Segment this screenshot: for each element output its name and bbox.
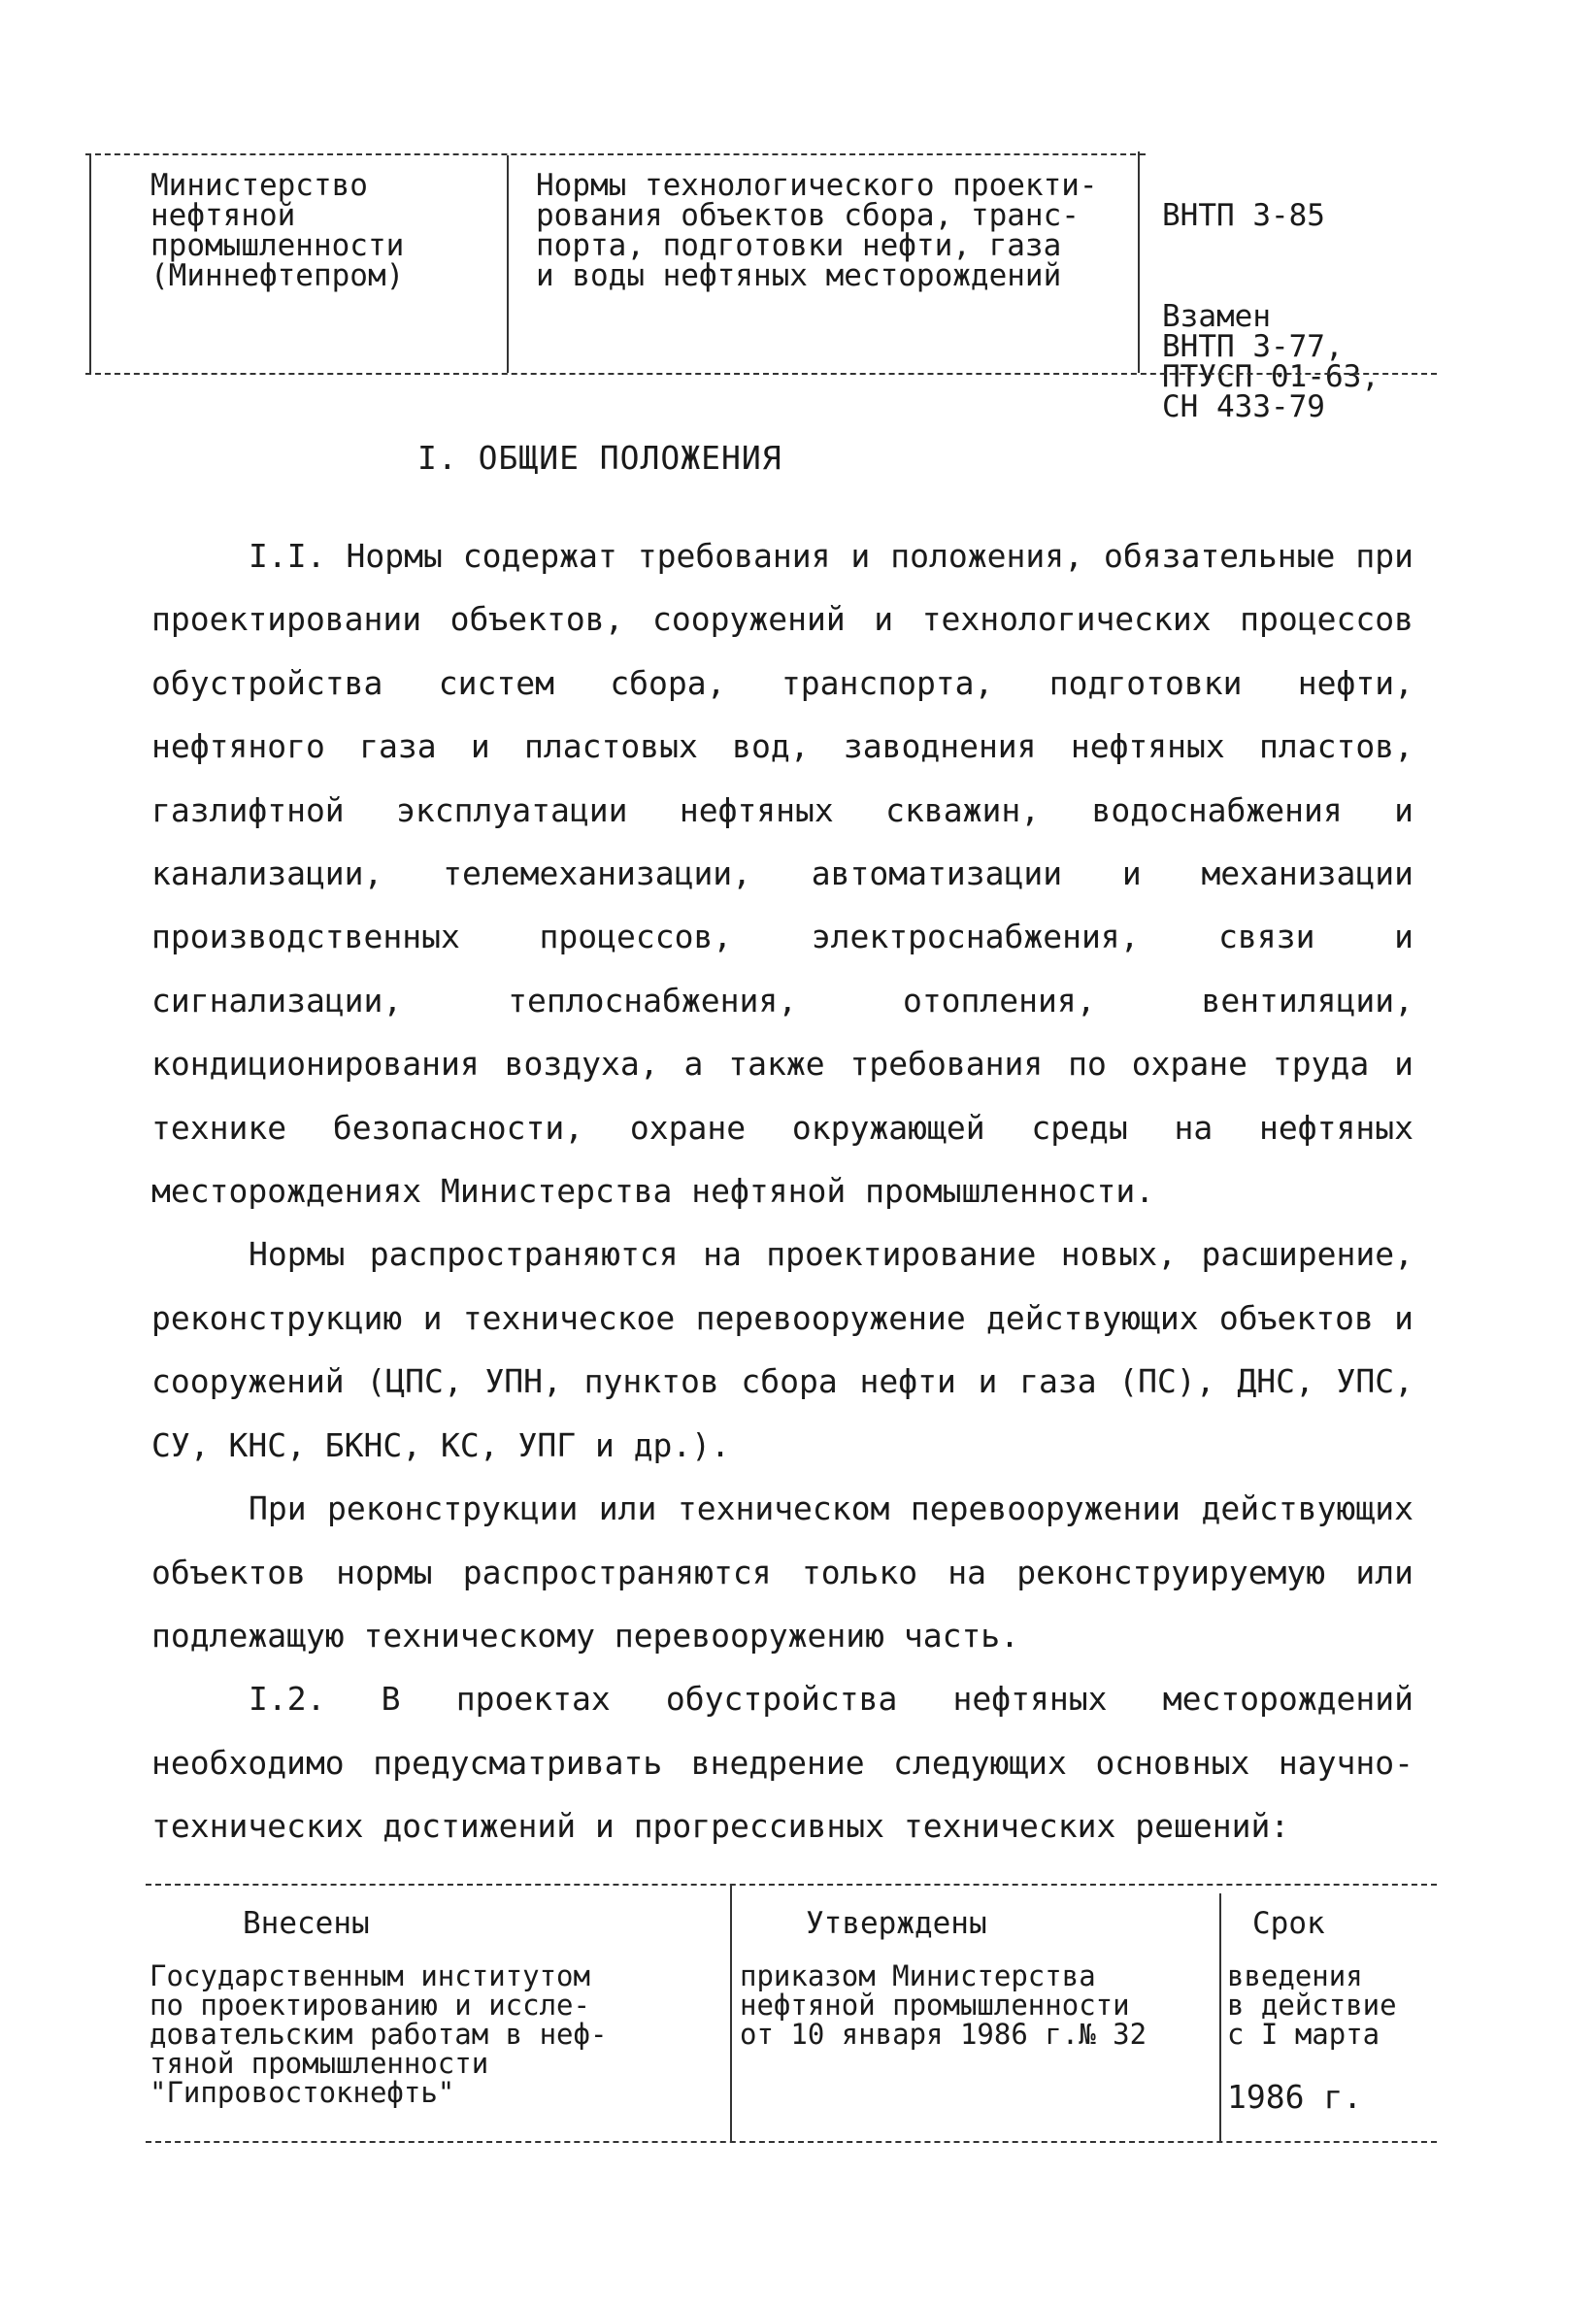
footer-effective-year: 1986 г.: [1227, 2078, 1363, 2116]
body-text: [151, 524, 1413, 1858]
footer-top-rule: [146, 1884, 1437, 1886]
norms-title: Нормы технологического проекти- рования объектов сбора, транс- порта, подготовки нефти, газа и воды нефтяных месторождений: [536, 168, 1098, 293]
paragraph-1-2: I.2. В проектах обустройства нефтяных месторождений необходимо предусматривать внедрение следующих основных научно-технических достижений и прогрессивных технических решений:: [151, 1680, 1413, 1846]
norms-code: ВНТП 3-85: [1162, 198, 1325, 233]
footer-term-heading: Срок: [1252, 1906, 1325, 1941]
footer-bottom-rule: [146, 2141, 1437, 2143]
header-bottom-rule: [85, 373, 1437, 375]
header-left-border: [89, 153, 91, 373]
header-divider-1: [507, 155, 509, 373]
section-title: I. ОБЩИЕ ПОЛОЖЕНИЯ: [417, 439, 782, 477]
replaces-list: Взамен ВНТП 3-77, ПТУСП 01-63, СН 433-79: [1162, 299, 1380, 424]
footer-submitted-heading: Внесены: [243, 1906, 370, 1941]
footer-effective-date: введения в действие с I марта: [1227, 1959, 1397, 2051]
paragraph-1-1: I.I. Нормы содержат требования и положения, обязательные при проектировании объектов, сооружений и технологических процессов обустройства систем сбора, транспорта, подготовки нефти, нефтяного газа и пластовых вод, заводнения нефтяных пластов, газлифтной эксплуатации нефтяных скважин, водоснабжения и канализации, телемеханизации, автоматизации и механизации производственных процессов, электроснабжения, связи и сигнализации, теплоснабжения, отопления, вентиляции, кондиционирования воздуха, а также требования по охране труда и технике безопасности, охране окружающей среды на нефтяных месторождениях Министерства нефтяной промышленности.: [151, 537, 1413, 1211]
footer-divider-1: [730, 1884, 732, 2141]
paragraph-reconstruction: При реконструкции или техническом перевооружении действующих объектов нормы распространяются только на реконструируемую или подлежащую техническому перевооружению часть.: [151, 1489, 1413, 1655]
header-top-rule: [85, 153, 1146, 155]
paragraph-scope: Нормы распространяются на проектирование новых, расширение, реконструкцию и техническое перевооружение действующих объектов и сооружений (ЦПС, УПН, пунктов сбора нефти и газа (ПС), ДНС, УПС, СУ, КНС, БКНС, КС, УПГ и др.).: [151, 1235, 1413, 1464]
ministry-name: Министерство нефтяной промышленности (Миннефтепром): [150, 168, 405, 293]
footer-approved-heading: Утверждены: [806, 1906, 987, 1941]
footer-approved-by: приказом Министерства нефтяной промышленности от 10 января 1986 г.№ 32: [740, 1959, 1147, 2051]
norms-code-block: [1162, 171, 1453, 422]
footer-submitted-by: Государственным институтом по проектированию и иссле- довательским работам в неф- тяной промышленности "Гипровостокнефть": [150, 1959, 608, 2109]
